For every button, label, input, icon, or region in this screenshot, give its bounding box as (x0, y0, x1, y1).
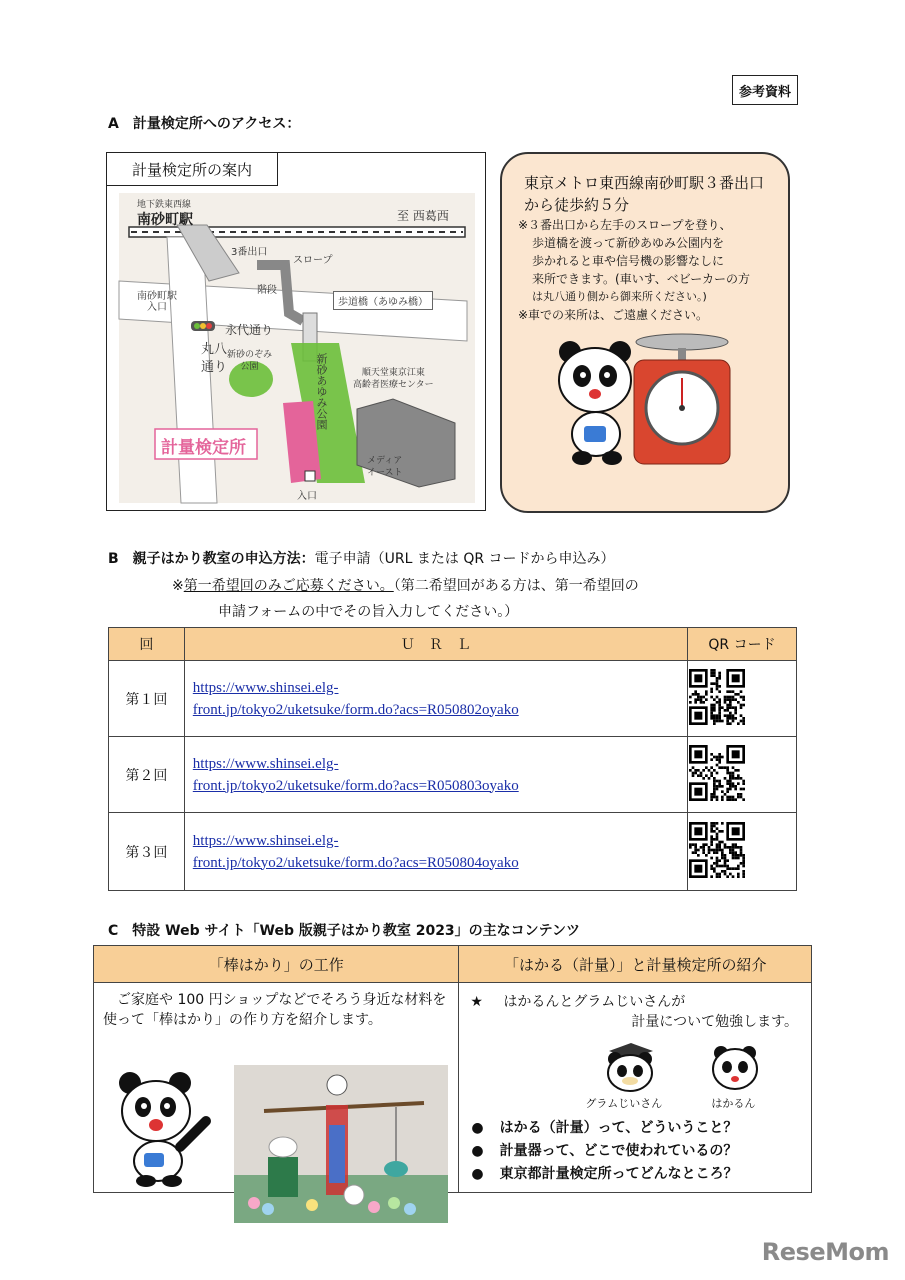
hakarun-icon (707, 1041, 763, 1093)
map-label-entrance: 入口 (297, 491, 317, 502)
char2-label: はかるん (711, 1097, 756, 1110)
contents-header-row (94, 946, 812, 983)
access-notes (518, 216, 778, 324)
bullet-text: 東京都計量検定所ってどんなところ？ (499, 1166, 738, 1182)
application-url-table (108, 627, 797, 891)
table-header-row (109, 628, 797, 661)
qr-cell (687, 661, 796, 737)
col2-cell (459, 983, 812, 1193)
map-label-station-entrance: 南砂町駅 入口 (137, 291, 177, 313)
header-url: Ｕ Ｒ Ｌ (184, 628, 687, 661)
access-note-line: 歩かれると車や信号機の影響なしに (532, 254, 725, 268)
map-label-maruhachi-street: 丸八 通り (201, 342, 228, 375)
map-label-stairs: 階段 (257, 285, 277, 296)
reference-badge: 参考資料 (732, 75, 798, 105)
panda-character-icon (106, 1069, 216, 1189)
note-rest: （第二希望回がある方は、第一希望回の (393, 578, 639, 594)
access-note-line: 来所できます。(車いす、ベビーカーの方 (532, 272, 751, 286)
url-line1[interactable]: https://www.shinsei.elg- (192, 755, 339, 772)
header-qr: QR コード (687, 628, 796, 661)
map-label-office: 計量検定所 (161, 438, 246, 458)
map-label-slope: スロープ (293, 255, 333, 266)
table-row (109, 661, 797, 737)
map-label-media-east: メディア イースト (367, 456, 403, 478)
url-link[interactable] (193, 830, 686, 874)
table-row (109, 813, 797, 891)
url-link[interactable] (193, 677, 686, 721)
note-underlined: 第一希望回のみご応募ください。 (183, 578, 394, 594)
qr-cell (687, 737, 796, 813)
map-label-exit3: 3番出口 (231, 247, 268, 258)
section-c-heading: C 特設 Web サイト「Web 版親子はかり教室 2023」の主なコンテンツ (108, 923, 580, 939)
qr-code-icon[interactable] (689, 669, 745, 725)
access-note-line: は丸八通り側から御来所ください。) (532, 290, 707, 303)
section-b-heading-bold: B 親子はかり教室の申込方法： (108, 551, 315, 567)
url-line2[interactable]: front.jp/tokyo2/uketsuke/form.do?acs=R050804oyako (192, 854, 519, 871)
qr-cell (687, 813, 796, 891)
session-cell: 第２回 (109, 737, 185, 813)
url-link[interactable] (193, 753, 686, 797)
map-label-to-nishikasai: 至 西葛西 (397, 209, 449, 223)
note-prefix: ※ (172, 578, 184, 594)
access-main-text: 東京メトロ東西線南砂町駅３番出口から徒歩約５分 (524, 174, 765, 214)
header-session: 回 (109, 628, 185, 661)
col2-header: 「はかる（計量）」と計量検定所の紹介 (459, 946, 812, 983)
access-map (106, 152, 486, 511)
watermark-logo: ReseMom (761, 1238, 889, 1266)
star-icon: ★ (470, 994, 483, 1010)
char1-label: グラムじいさん (585, 1097, 663, 1110)
map-label-ayumi-park: 新砂あゆみ公園 (315, 353, 328, 430)
map-label-eitai-street: 永代通り (225, 323, 274, 337)
session-cell: 第３回 (109, 813, 185, 891)
url-cell (184, 737, 687, 813)
session-cell: 第１回 (109, 661, 185, 737)
section-b-heading (108, 548, 615, 568)
list-item: ● 計量器って、どこで使われているの？ (471, 1143, 738, 1159)
contents-table (93, 945, 812, 1193)
access-info-bubble (500, 152, 790, 513)
map-label-hospital: 順天堂東京江東 高齢者医療センター (353, 368, 434, 390)
qr-code-icon[interactable] (689, 822, 745, 878)
col1-header: 「棒はかり」の工作 (94, 946, 459, 983)
url-cell (184, 813, 687, 891)
url-cell (184, 661, 687, 737)
url-line1[interactable]: https://www.shinsei.elg- (192, 832, 339, 849)
table-row (109, 737, 797, 813)
access-note-line: ※３番出口から左手のスロープを登り、 (518, 218, 732, 232)
gram-jiisan-icon (597, 1041, 657, 1093)
qr-code-icon[interactable] (689, 745, 745, 801)
url-line1[interactable]: https://www.shinsei.elg- (192, 679, 339, 696)
map-label-footbridge: 歩道橋（あゆみ橋） (333, 291, 433, 310)
access-note-line: 歩道橋を渡って新砂あゆみ公園内を (532, 236, 725, 250)
list-item: ● 東京都計量検定所ってどんなところ？ (471, 1166, 738, 1182)
access-note-line: ※車での来所は、ご遠慮ください。 (518, 308, 709, 322)
section-b-note (172, 575, 639, 595)
col2-intro-line1: はかるんとグラムじいさんが (503, 994, 686, 1010)
bullet-text: 計量器って、どこで使われているの？ (499, 1143, 738, 1159)
col2-intro-line2: 計量について勉強します。 (631, 1014, 798, 1030)
section-a-heading: A 計量検定所へのアクセス： (108, 116, 301, 132)
url-line2[interactable]: front.jp/tokyo2/uketsuke/form.do?acs=R050803oyako (192, 777, 519, 794)
balance-craft-photo (234, 1065, 448, 1223)
contents-row (94, 983, 812, 1193)
bullet-list (471, 1117, 737, 1186)
col1-text: ご家庭や 100 円ショップなどでそろう身近な材料を使って「棒はかり」の作り方を紹介します。 (103, 992, 447, 1028)
map-label-nozomi-park: 新砂のぞみ 公園 (227, 350, 273, 372)
list-item: ● はかる（計量）って、どういうこと？ (471, 1120, 738, 1136)
map-label-station: 南砂町駅 (137, 212, 193, 228)
panda-scale-illustration (542, 330, 752, 470)
bullet-text: はかる（計量）って、どういうこと？ (499, 1120, 738, 1136)
col1-cell (94, 983, 459, 1193)
map-label-subway: 地下鉄東西線 (137, 200, 192, 210)
col2-intro (460, 984, 810, 1032)
url-line2[interactable]: front.jp/tokyo2/uketsuke/form.do?acs=R050802oyako (192, 701, 519, 718)
section-b-heading-normal: 電子申請（URL または QR コードから申込み） (314, 551, 615, 567)
map-title: 計量検定所の案内 (107, 153, 278, 186)
section-b-note-line2: 申請フォームの中でその旨入力してください。） (218, 604, 519, 620)
